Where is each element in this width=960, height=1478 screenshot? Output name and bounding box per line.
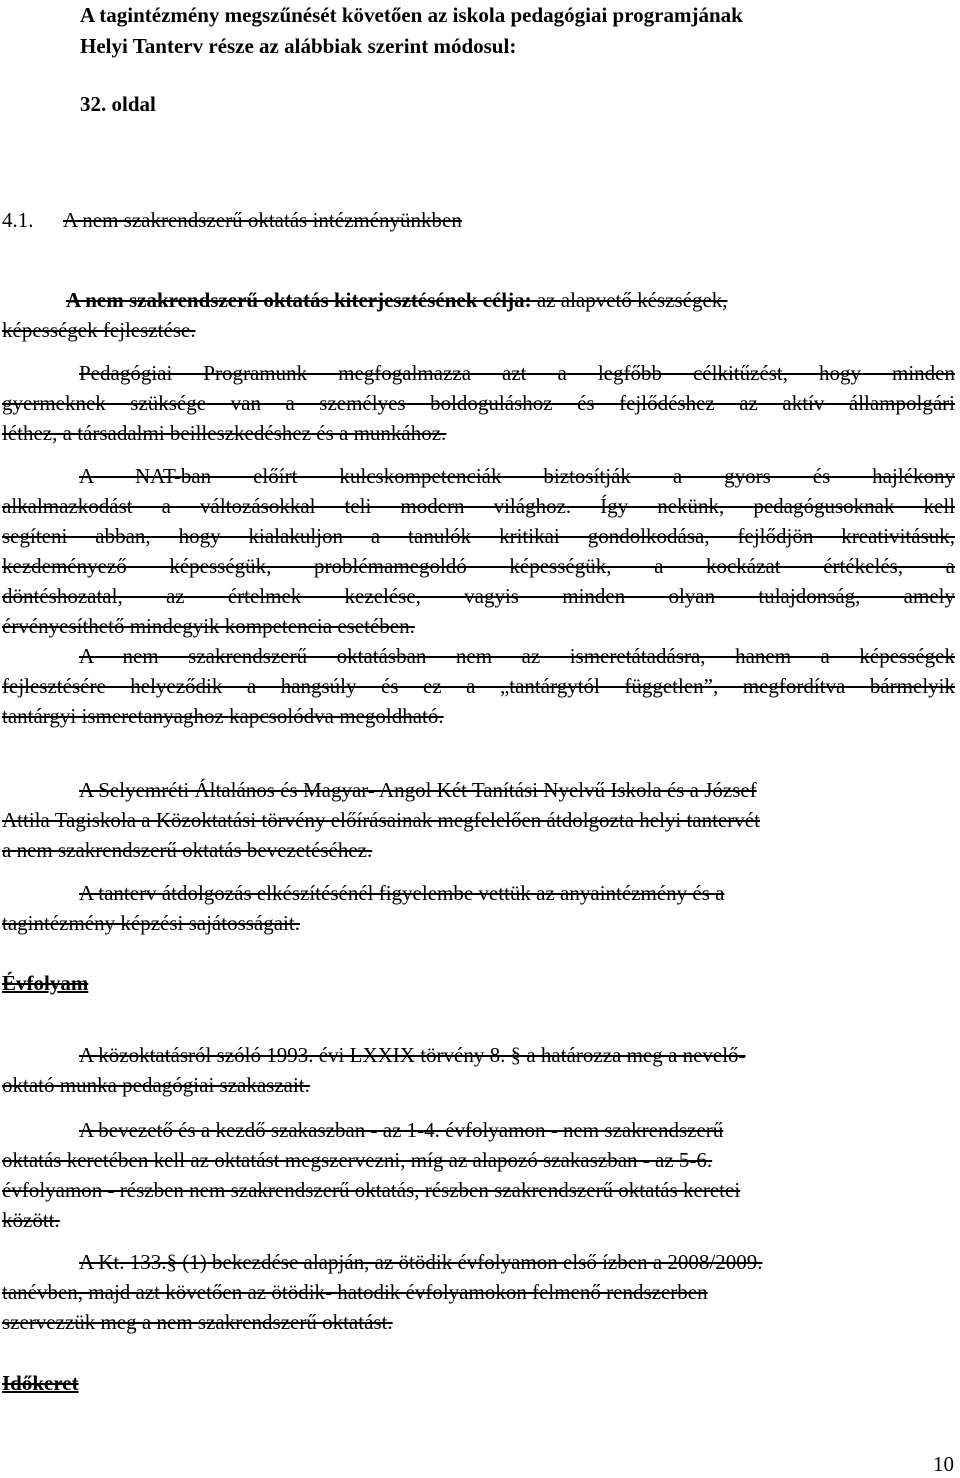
header-line-2: Helyi Tanterv része az alábbiak szerint módosul: bbox=[80, 34, 517, 58]
para-nem-szak-line-1: A nem szakrendszerű oktatásban nem az ismeretátadásra, hanem a képességek bbox=[79, 644, 955, 668]
heading-idokeret: Időkeret bbox=[2, 1371, 79, 1395]
para-selyemreti-line-3: a nem szakrendszerű oktatás bevezetéséhez. bbox=[2, 838, 373, 862]
para-nat-line-6: érvényesíthető mindegyik kompetencia esetében. bbox=[2, 614, 415, 638]
para-nat-line-2: alkalmazkodást a változásokkal teli modern világhoz. Így nekünk, pedagógusoknak kell bbox=[2, 494, 955, 518]
para-nat-line-4: kezdeményező képességük, problémamegoldó képességük, a kockázat értékelés, a bbox=[2, 554, 955, 578]
para-pedagogiai-line-2: gyermeknek szüksége van a személyes boldoguláshoz és fejlődéshez az aktív állampolgári bbox=[2, 391, 955, 415]
header-line-1: A tagintézmény megszűnését követően az iskola pedagógiai programjának bbox=[80, 3, 743, 27]
section-title: A nem szakrendszerű oktatás intézményünkben bbox=[63, 208, 462, 232]
goal-line-2: képességek fejlesztése. bbox=[2, 318, 196, 342]
para-kt-line-1: A Kt. 133.§ (1) bekezdése alapján, az ötödik évfolyamon első ízben a 2008/2009. bbox=[79, 1250, 763, 1274]
section-number: 4.1. bbox=[2, 208, 34, 232]
para-kt-line-3: szervezzük meg a nem szakrendszerű oktatást. bbox=[2, 1310, 393, 1334]
para-selyemreti-line-1: A Selyemréti Általános és Magyar- Angol Két Tanítási Nyelvű Iskola és a József bbox=[79, 778, 757, 802]
page-reference: 32. oldal bbox=[80, 92, 156, 116]
para-pedagogiai-line-1: Pedagógiai Programunk megfogalmazza azt a legfőbb célkitűzést, hogy minden bbox=[79, 361, 955, 385]
para-pedagogiai-line-3: léthez, a társadalmi beilleszkedéshez és a munkához. bbox=[2, 421, 447, 445]
page-number: 10 bbox=[933, 1452, 954, 1476]
para-nem-szak-line-2: fejlesztésére helyeződik a hangsúly és ez a „tantárgytól független”, megfordítva bármelyik bbox=[2, 674, 955, 698]
para-kt-line-2: tanévben, majd azt követően az ötödik- hatodik évfolyamokon felmenő rendszerben bbox=[2, 1280, 708, 1304]
para-bevezeto-line-2: oktatás keretében kell az oktatást megszervezni, míg az alapozó szakaszban - az 5-6. bbox=[2, 1148, 713, 1172]
heading-evfolyam: Évfolyam bbox=[2, 971, 89, 995]
para-tanterv-line-2: tagintézmény képzési sajátosságait. bbox=[2, 911, 300, 935]
para-nat-line-3: segíteni abban, hogy kialakuljon a tanulók kritikai gondolkodása, fejlődjön kreativitásuk, bbox=[2, 524, 955, 548]
para-selyemreti-line-2: Attila Tagiskola a Közoktatási törvény előírásainak megfelelően átdolgozta helyi tantervét bbox=[2, 808, 760, 832]
para-bevezeto-line-1: A bevezető és a kezdő szakaszban - az 1-4. évfolyamon - nem szakrendszerű bbox=[79, 1118, 724, 1142]
para-bevezeto-line-4: között. bbox=[2, 1208, 60, 1232]
goal-text-1: az alapvető készségek, bbox=[531, 288, 728, 312]
para-bevezeto-line-3: évfolyamon - részben nem szakrendszerű oktatás, részben szakrendszerű oktatás keretei bbox=[2, 1178, 741, 1202]
para-nem-szak-line-3: tantárgyi ismeretanyaghoz kapcsolódva megoldható. bbox=[2, 704, 444, 728]
para-kozoktatas-line-2: oktató munka pedagógiai szakaszait. bbox=[2, 1073, 310, 1097]
para-nat-line-1: A NAT-ban előírt kulcskompetenciák biztosítják a gyors és hajlékony bbox=[79, 464, 955, 488]
para-tanterv-line-1: A tanterv átdolgozás elkészítésénél figyelembe vettük az anyaintézmény és a bbox=[79, 881, 725, 905]
goal-line-1 bbox=[66, 285, 956, 315]
para-kozoktatas-line-1: A közoktatásról szóló 1993. évi LXXIX törvény 8. § a határozza meg a nevelő- bbox=[79, 1043, 746, 1067]
para-nat-line-5: döntéshozatal, az értelmek kezelése, vagyis minden olyan tulajdonság, amely bbox=[2, 584, 955, 608]
goal-label: A nem szakrendszerű oktatás kiterjesztésének célja: bbox=[66, 288, 532, 312]
